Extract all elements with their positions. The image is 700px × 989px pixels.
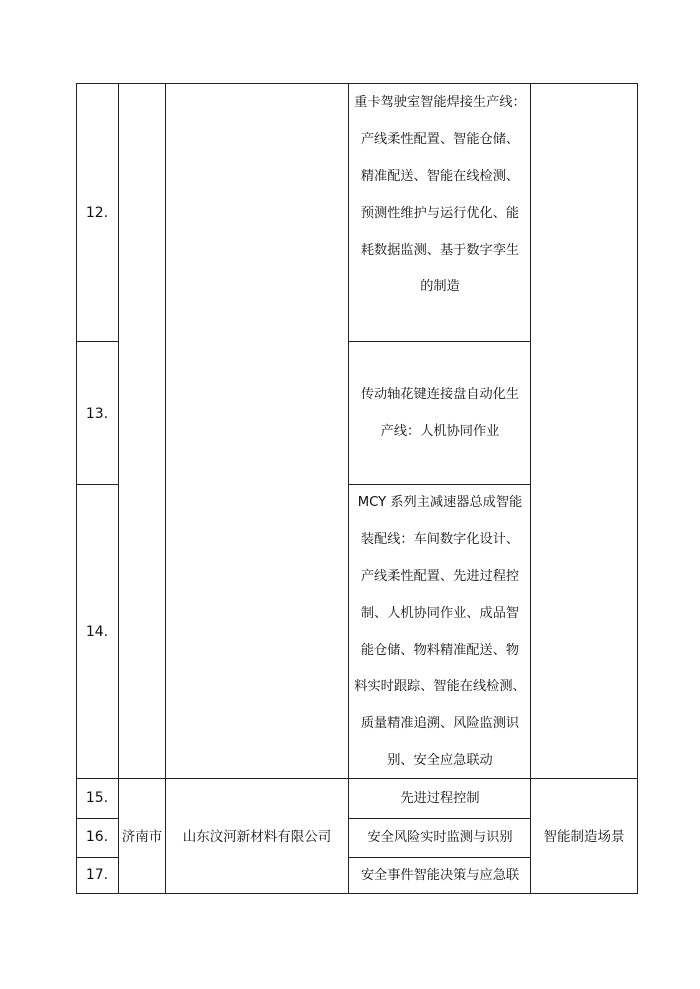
row-divider (76, 484, 118, 485)
row-number: 14. (85, 624, 109, 640)
row-divider (76, 857, 118, 858)
project-line: 能仓储、物料精准配送、物 (360, 643, 520, 658)
row-divider (348, 341, 531, 342)
project-line: 传动轴花键连接盘自动化生 (360, 387, 520, 402)
project-line: 预测性维护与运行优化、能 (360, 206, 520, 221)
row-divider (76, 818, 118, 819)
city-cell: 济南市 (121, 829, 163, 845)
project-line: 重卡驾驶室智能焊接生产线： (354, 95, 526, 110)
project-line: 的制造 (420, 279, 460, 294)
project-line: 装配线：车间数字化设计、 (360, 532, 520, 547)
project-line: 制、人机协同作业、成品智 (360, 606, 520, 621)
project-line: 先进过程控制 (400, 791, 480, 806)
project-line: 安全风险实时监测与识别 (367, 830, 513, 845)
project-line: 别、安全应急联动 (387, 753, 493, 768)
project-line: 安全事件智能决策与应急联 (360, 868, 520, 883)
row-number: 16. (85, 829, 109, 845)
table-border-right (637, 83, 638, 894)
company-cell: 山东汶河新材料有限公司 (182, 829, 332, 845)
project-line: MCY 系列主减速器总成智能 (357, 495, 523, 510)
project-line: 产线柔性配置、先进过程控 (360, 569, 520, 584)
row-divider (76, 341, 118, 342)
project-line: 质量精准追溯、风险监测识 (360, 716, 520, 731)
project-line: 产线柔性配置、智能仓储、 (360, 132, 520, 147)
row-number: 13. (85, 406, 109, 422)
project-line: 产线：人机协同作业 (380, 424, 500, 439)
project-line: 耗数据监测、基于数字孪生 (360, 243, 520, 258)
project-line: 精准配送、智能在线检测、 (360, 169, 520, 184)
category-cell: 智能制造场景 (543, 829, 625, 845)
column-divider (165, 83, 166, 894)
row-number: 17. (85, 867, 109, 883)
row-number: 15. (85, 790, 109, 806)
project-line: 料实时跟踪、智能在线检测、 (354, 679, 526, 694)
column-divider (118, 83, 119, 894)
row-number: 12. (85, 205, 109, 221)
